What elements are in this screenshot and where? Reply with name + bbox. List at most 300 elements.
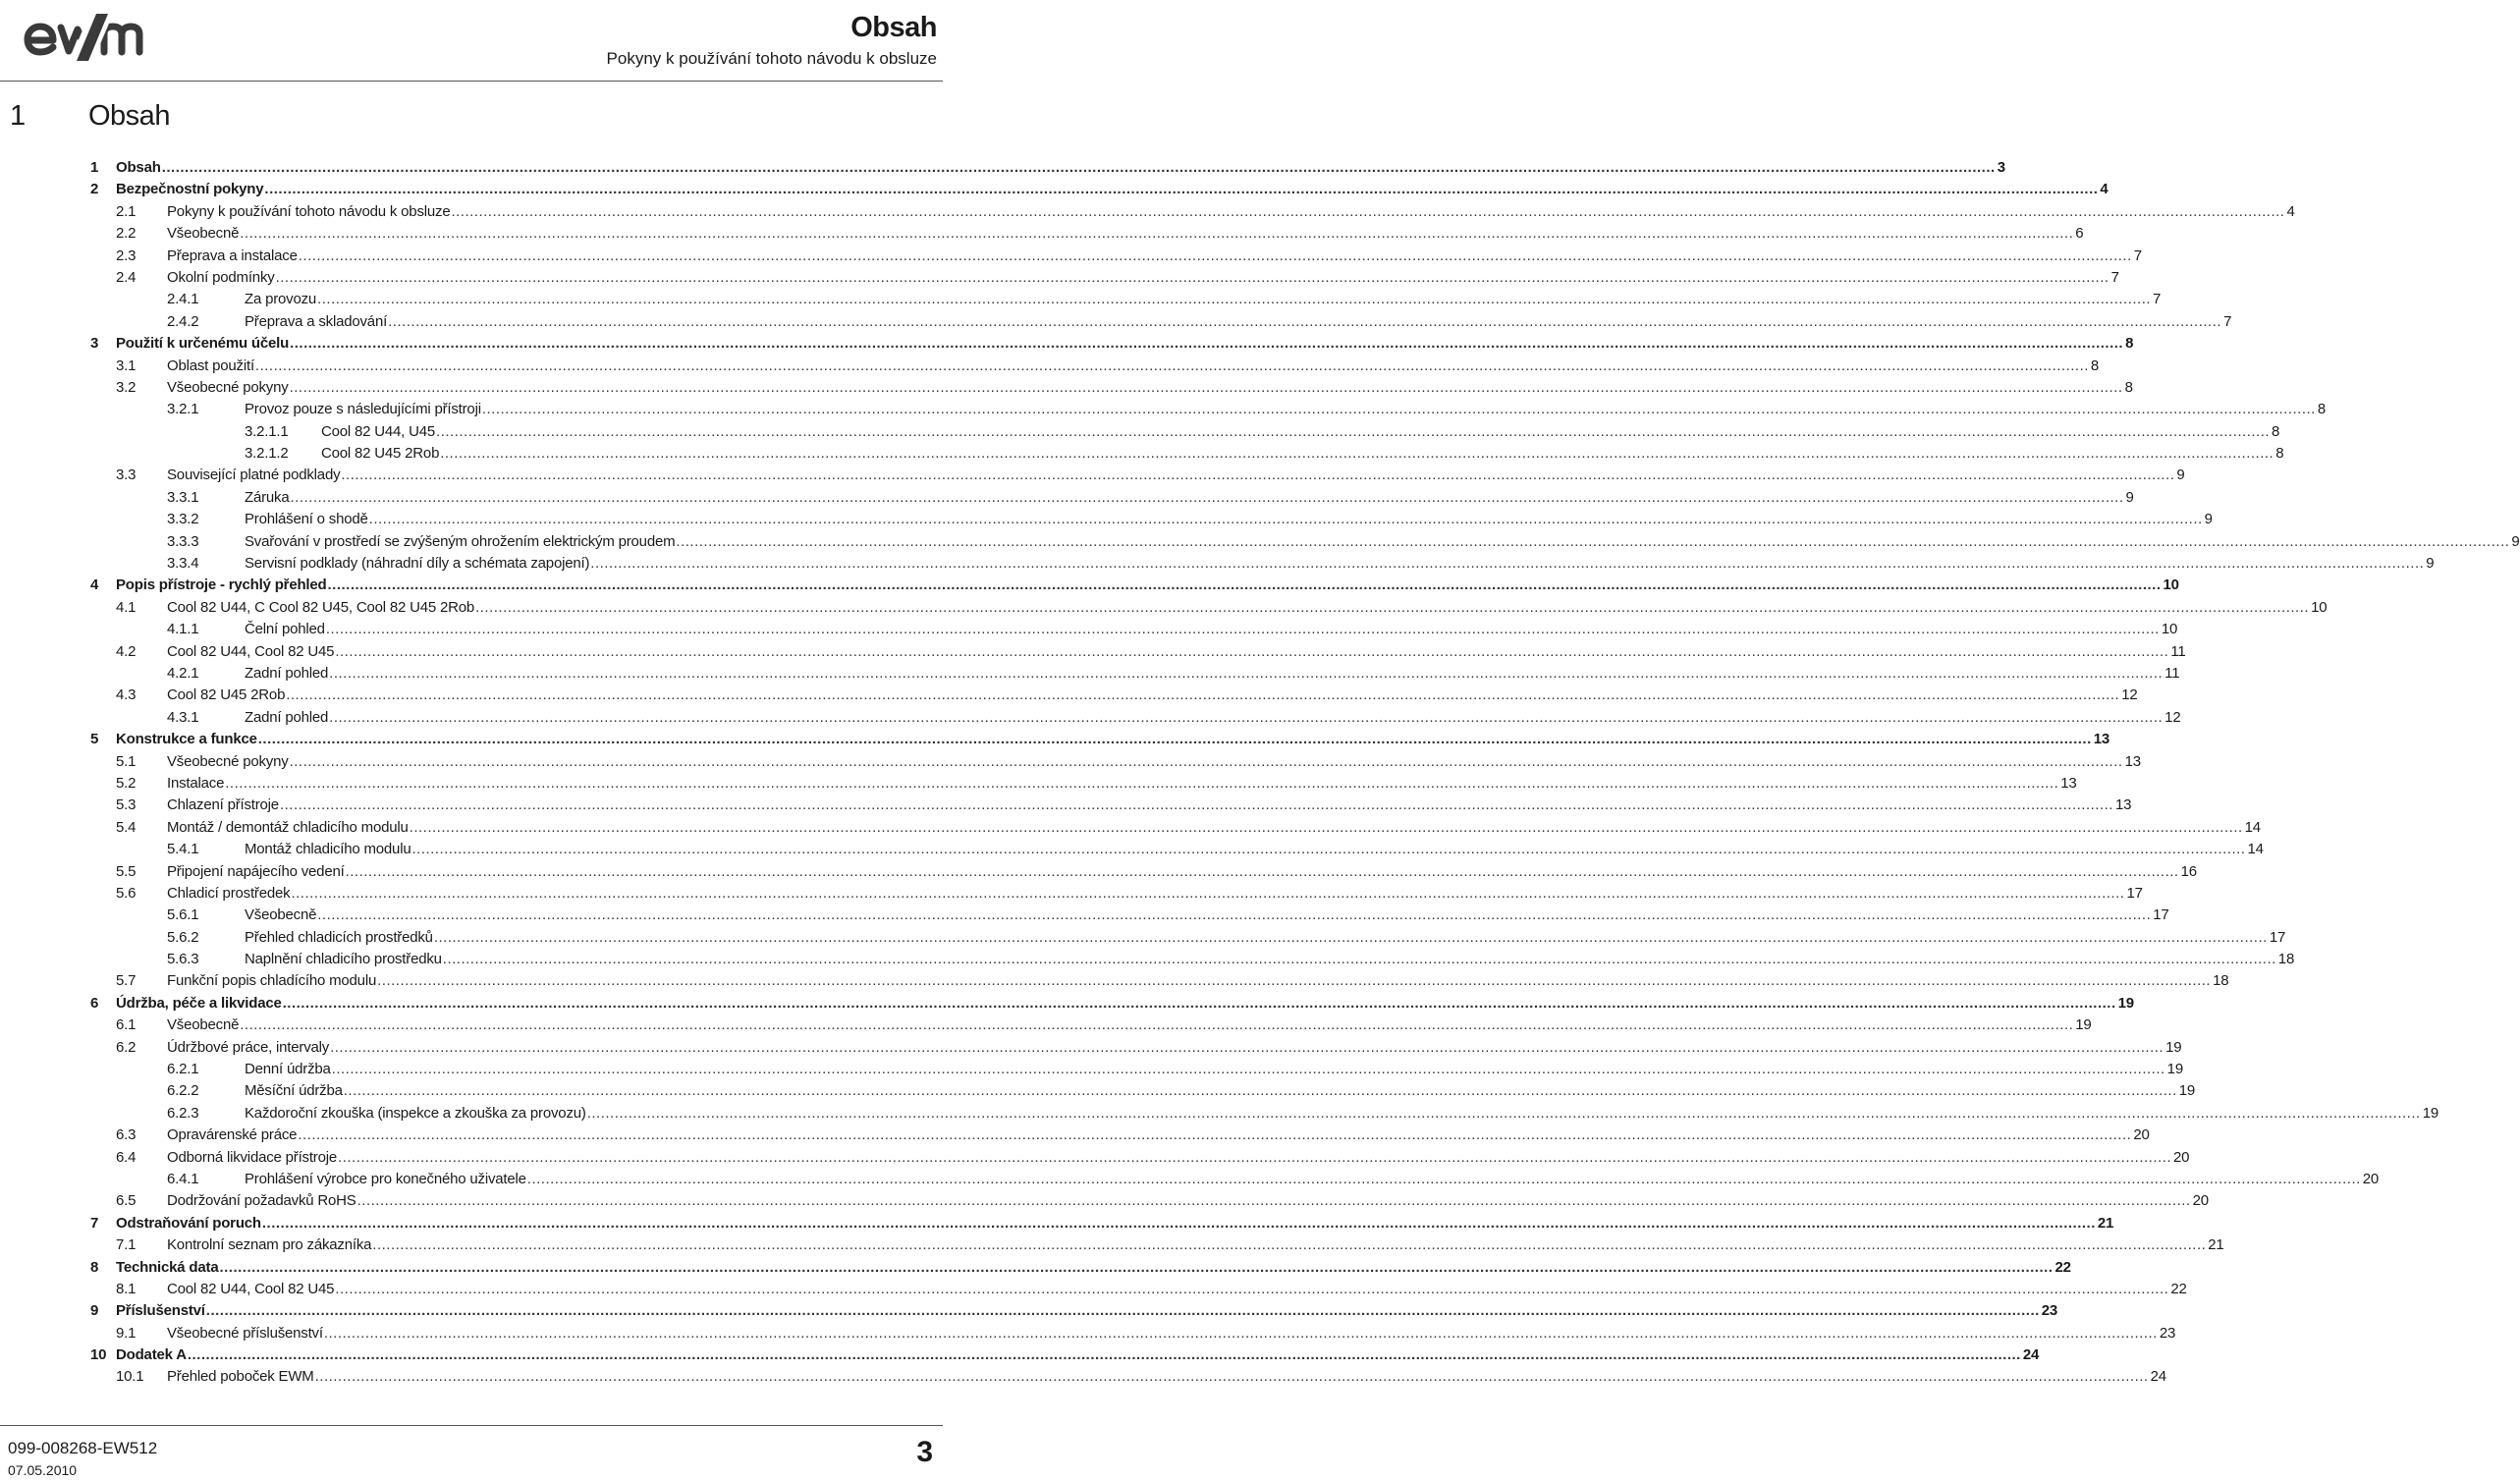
toc-entry-row: [245, 487, 2134, 509]
toc-entry[interactable]: [0, 487, 2134, 509]
toc-entry-page: 16: [2180, 862, 2197, 880]
toc-dot-leader: ................................................................................................................................................................................................................................................................................................................................................................................................................: [275, 268, 2109, 286]
toc-dot-leader: ................................................................................................................................................................................................................................................................................................................................................................................................................: [411, 841, 2246, 858]
toc-entry[interactable]: [0, 553, 2435, 575]
toc-entry-page: 21: [2097, 1214, 2114, 1232]
toc-entry-number: 6.2.2: [167, 1082, 199, 1100]
toc-entry-row: [245, 619, 2178, 640]
toc-entry-row: [245, 905, 2169, 926]
document-date: 07.05.2010: [8, 1462, 78, 1478]
toc-entry-title: Funkční popis chladícího modulu: [167, 972, 377, 990]
toc-entry-title: Všeobecně: [167, 1016, 240, 1034]
toc-entry-title: Provoz pouze s následujícími přístroji: [245, 401, 481, 418]
toc-entry[interactable]: [0, 1366, 2166, 1388]
toc-entry-row: [167, 1015, 2092, 1036]
toc-entry[interactable]: [0, 421, 2280, 443]
toc-entry-page: 8: [2272, 422, 2280, 440]
toc-entry-number: 5.6.2: [167, 928, 199, 946]
toc-entry-page: 20: [2192, 1192, 2209, 1210]
toc-entry-row: [245, 1169, 2380, 1190]
toc-entry-number: 4.1.1: [167, 621, 199, 638]
toc-entry-title: Servisní podklady (náhradní díly a schémata zapojení): [245, 555, 590, 573]
toc-entry-page: 19: [2166, 1061, 2183, 1078]
toc-entry-row: [167, 1147, 2190, 1169]
toc-entry-page: 24: [2150, 1368, 2166, 1386]
toc-entry-title: Prohlášení výrobce pro konečného uživatele: [245, 1170, 526, 1187]
toc-entry-number: 2: [90, 181, 99, 198]
toc-dot-leader: ................................................................................................................................................................................................................................................................................................................................................................................................................: [436, 422, 2271, 440]
toc-dot-leader: ................................................................................................................................................................................................................................................................................................................................................................................................................: [327, 576, 2162, 594]
toc-entry-number: 9: [90, 1302, 99, 1320]
toc-entry-page: 13: [2060, 774, 2077, 792]
toc-entry-row: [116, 1300, 2058, 1322]
toc-entry-number: 4.3.1: [167, 708, 199, 726]
toc-entry-row: [245, 1080, 2196, 1102]
toc-entry-page: 22: [2170, 1280, 2187, 1297]
toc-entry-page: 19: [2117, 994, 2134, 1012]
toc-entry-page: 14: [2244, 818, 2261, 836]
toc-entry-number: 5.6.1: [167, 906, 199, 924]
toc-entry-number: 3: [90, 335, 99, 353]
toc-entry-number: 4.3: [116, 686, 137, 704]
toc-dot-leader: ................................................................................................................................................................................................................................................................................................................................................................................................................: [264, 181, 2099, 198]
toc-entry[interactable]: [0, 509, 2213, 530]
toc-dot-leader: ................................................................................................................................................................................................................................................................................................................................................................................................................: [343, 1082, 2177, 1100]
toc-entry-row: [167, 267, 2119, 289]
toc-entry[interactable]: [0, 949, 2295, 970]
chapter-title: Obsah: [88, 100, 170, 132]
toc-entry-page: 7: [2153, 291, 2162, 308]
toc-entry[interactable]: [0, 179, 2109, 200]
toc-entry-number: 5.6: [116, 884, 137, 902]
toc-entry-title: Cool 82 U44, Cool 82 U45: [167, 1280, 335, 1297]
toc-entry[interactable]: [0, 1124, 2150, 1146]
toc-entry[interactable]: [0, 1257, 2071, 1279]
toc-entry-number: 8.1: [116, 1280, 137, 1297]
toc-dot-leader: ................................................................................................................................................................................................................................................................................................................................................................................................................: [433, 928, 2268, 946]
toc-entry[interactable]: [0, 729, 2110, 750]
toc-entry-number: 2.4: [116, 268, 137, 286]
toc-entry-page: 8: [2124, 378, 2133, 396]
toc-dot-leader: ................................................................................................................................................................................................................................................................................................................................................................................................................: [257, 731, 2092, 748]
toc-entry-title: Měsíční údržba: [245, 1082, 343, 1100]
toc-dot-leader: ................................................................................................................................................................................................................................................................................................................................................................................................................: [442, 951, 2276, 968]
toc-entry-title: Čelní pohled: [245, 621, 325, 638]
toc-entry-number: 5.4: [116, 818, 137, 836]
toc-dot-leader: ................................................................................................................................................................................................................................................................................................................................................................................................................: [317, 291, 2152, 308]
toc-dot-leader: ................................................................................................................................................................................................................................................................................................................................................................................................................: [291, 884, 2125, 902]
toc-dot-leader: ................................................................................................................................................................................................................................................................................................................................................................................................................: [261, 1214, 2096, 1232]
toc-entry-page: 9: [2204, 511, 2213, 528]
toc-entry[interactable]: [0, 1015, 2092, 1036]
toc-entry-title: Naplnění chladicího prostředku: [245, 951, 442, 968]
toc-entry-number: 10: [90, 1346, 107, 1364]
toc-entry-title: Cool 82 U45 2Rob: [321, 445, 440, 463]
toc-entry-number: 3.1: [116, 357, 137, 374]
toc-entry-title: Údržbové práce, intervaly: [167, 1038, 330, 1056]
toc-entry-page: 6: [2075, 225, 2084, 243]
toc-entry-title: Přeprava a skladování: [245, 312, 388, 330]
toc-entry-title: Chladicí prostředek: [167, 884, 291, 902]
toc-entry-row: [167, 201, 2295, 223]
toc-dot-leader: ................................................................................................................................................................................................................................................................................................................................................................................................................: [331, 1061, 2165, 1078]
toc-entry-row: [245, 949, 2295, 970]
toc-dot-leader: ................................................................................................................................................................................................................................................................................................................................................................................................................: [219, 1258, 2054, 1276]
toc-entry[interactable]: [0, 157, 2005, 179]
toc-entry[interactable]: [0, 356, 2100, 377]
toc-dot-leader: ................................................................................................................................................................................................................................................................................................................................................................................................................: [475, 598, 2310, 616]
toc-entry[interactable]: [0, 1300, 2058, 1322]
toc-entry-number: 7.1: [116, 1236, 137, 1254]
toc-entry-row: [167, 1124, 2150, 1146]
toc-entry-row: [321, 421, 2280, 443]
toc-entry-page: 9: [2176, 466, 2185, 484]
toc-dot-leader: ................................................................................................................................................................................................................................................................................................................................................................................................................: [330, 1038, 2164, 1056]
toc-entry-row: [167, 773, 2077, 795]
toc-dot-leader: ................................................................................................................................................................................................................................................................................................................................................................................................................: [356, 1192, 2191, 1210]
toc-entry-row: [245, 663, 2180, 685]
toc-entry-title: Všeobecně: [245, 906, 317, 924]
toc-dot-leader: ................................................................................................................................................................................................................................................................................................................................................................................................................: [388, 312, 2222, 330]
toc-entry[interactable]: [0, 443, 2284, 465]
toc-entry-row: [167, 1037, 2182, 1059]
toc-dot-leader: ................................................................................................................................................................................................................................................................................................................................................................................................................: [290, 488, 2124, 506]
toc-dot-leader: ................................................................................................................................................................................................................................................................................................................................................................................................................: [205, 1302, 2040, 1320]
toc-entry-number: 4.1: [116, 598, 137, 616]
toc-entry-row: [116, 1344, 2040, 1366]
toc-entry-row: [167, 1234, 2224, 1256]
toc-dot-leader: ................................................................................................................................................................................................................................................................................................................................................................................................................: [676, 532, 2510, 550]
toc-entry-row: [167, 597, 2328, 619]
header-title: Obsah: [850, 12, 937, 43]
toc-entry[interactable]: [0, 1059, 2183, 1080]
toc-entry[interactable]: [0, 1037, 2182, 1059]
toc-dot-leader: ................................................................................................................................................................................................................................................................................................................................................................................................................: [279, 796, 2113, 814]
toc-entry[interactable]: [0, 1323, 2176, 1344]
toc-entry[interactable]: [0, 311, 2232, 333]
toc-entry-title: Záruka: [245, 488, 290, 506]
toc-entry-row: [116, 1213, 2114, 1234]
toc-entry-page: 3: [1997, 159, 2005, 176]
toc-entry-number: 6.2.3: [167, 1104, 199, 1122]
toc-entry[interactable]: [0, 773, 2077, 795]
toc-entry-page: 20: [2173, 1148, 2190, 1166]
toc-dot-leader: ................................................................................................................................................................................................................................................................................................................................................................................................................: [338, 1148, 2172, 1166]
toc-entry-title: Použití k určenému účelu: [116, 335, 290, 353]
toc-entry-title: Přeprava a instalace: [167, 247, 298, 264]
toc-entry-title: Dodržování požadavků RoHS: [167, 1192, 356, 1210]
toc-entry-page: 11: [2170, 642, 2186, 660]
toc-entry-page: 8: [2125, 335, 2134, 353]
toc-entry-title: Okolní podmínky: [167, 268, 275, 286]
toc-entry-number: 5.4.1: [167, 841, 199, 858]
toc-dot-leader: ................................................................................................................................................................................................................................................................................................................................................................................................................: [590, 555, 2425, 573]
toc-entry-page: 14: [2247, 841, 2264, 858]
toc-entry-row: [167, 1279, 2187, 1300]
toc-dot-leader: ................................................................................................................................................................................................................................................................................................................................................................................................................: [329, 708, 2164, 726]
toc-entry-row: [167, 246, 2142, 267]
chapter-number: 1: [10, 100, 26, 132]
toc-dot-leader: ................................................................................................................................................................................................................................................................................................................................................................................................................: [298, 247, 2132, 264]
toc-dot-leader: ................................................................................................................................................................................................................................................................................................................................................................................................................: [451, 202, 2285, 220]
toc-dot-leader: ................................................................................................................................................................................................................................................................................................................................................................................................................: [187, 1346, 2021, 1364]
toc-entry-page: 7: [2223, 312, 2232, 330]
toc-entry[interactable]: [0, 993, 2134, 1015]
toc-entry-title: Všeobecně: [167, 225, 240, 243]
toc-entry-page: 4: [2100, 181, 2109, 198]
toc-entry-row: [116, 729, 2110, 750]
toc-entry-number: 3.2: [116, 378, 137, 396]
toc-entry[interactable]: [0, 1169, 2380, 1190]
toc-entry-title: Cool 82 U45 2Rob: [167, 686, 286, 704]
toc-entry-title: Všeobecné pokyny: [167, 752, 289, 770]
toc-entry-title: Všeobecné pokyny: [167, 378, 289, 396]
toc-entry-number: 7: [90, 1214, 99, 1232]
toc-entry-number: 2.1: [116, 202, 137, 220]
toc-entry-title: Opravárenské práce: [167, 1126, 298, 1144]
toc-entry-number: 2.2: [116, 225, 137, 243]
toc-entry-page: 17: [2153, 906, 2169, 924]
toc-entry[interactable]: [0, 246, 2142, 267]
toc-entry-title: Technická data: [116, 1258, 219, 1276]
toc-entry-row: [245, 707, 2181, 729]
toc-entry-row: [167, 883, 2143, 905]
toc-entry-page: 10: [2311, 598, 2328, 616]
toc-entry-row: [167, 465, 2185, 486]
toc-entry-number: 9.1: [116, 1324, 137, 1342]
toc-entry[interactable]: [0, 883, 2143, 905]
toc-entry-number: 1: [90, 159, 99, 176]
toc-dot-leader: ................................................................................................................................................................................................................................................................................................................................................................................................................: [325, 621, 2160, 638]
toc-entry-page: 7: [2133, 247, 2142, 264]
document-code: 099-008268-EW512: [8, 1439, 158, 1457]
toc-entry-row: [167, 685, 2138, 706]
toc-entry-page: 9: [2511, 532, 2520, 550]
toc-dot-leader: ................................................................................................................................................................................................................................................................................................................................................................................................................: [372, 1236, 2207, 1254]
toc-entry-title: Dodatek A: [116, 1346, 187, 1364]
toc-entry[interactable]: [0, 399, 2326, 420]
toc-entry-title: Cool 82 U44, Cool 82 U45: [167, 642, 335, 660]
toc-entry-number: 4: [90, 576, 99, 594]
toc-entry[interactable]: [0, 663, 2180, 685]
toc-entry-number: 3.3: [116, 466, 137, 484]
toc-dot-leader: ................................................................................................................................................................................................................................................................................................................................................................................................................: [282, 994, 2116, 1012]
toc-entry-row: [167, 1366, 2166, 1388]
toc-entry-number: 5.7: [116, 972, 137, 990]
toc-dot-leader: ................................................................................................................................................................................................................................................................................................................................................................................................................: [298, 1126, 2132, 1144]
header-divider: [0, 81, 943, 82]
toc-entry-title: Související platné podklady: [167, 466, 341, 484]
toc-entry-number: 4.2: [116, 642, 137, 660]
toc-entry-page: 11: [2164, 664, 2180, 682]
toc-entry-number: 6.3: [116, 1126, 137, 1144]
toc-entry[interactable]: [0, 619, 2178, 640]
toc-entry-row: [116, 575, 2179, 596]
toc-entry-number: 6.4.1: [167, 1170, 199, 1187]
toc-entry-title: Oblast použití: [167, 357, 254, 374]
toc-entry-number: 6.5: [116, 1192, 137, 1210]
toc-entry-number: 6.1: [116, 1016, 137, 1034]
toc-dot-leader: ................................................................................................................................................................................................................................................................................................................................................................................................................: [314, 1368, 2149, 1386]
toc-entry[interactable]: [0, 1190, 2209, 1212]
toc-entry-number: 2.3: [116, 247, 137, 264]
toc-entry-title: Montáž chladicího modulu: [245, 841, 411, 858]
toc-entry[interactable]: [0, 289, 2162, 310]
toc-entry-title: Přehled poboček EWM: [167, 1368, 314, 1386]
toc-entry-title: Kontrolní seznam pro zákazníka: [167, 1236, 372, 1254]
toc-entry-number: 3.3.1: [167, 488, 199, 506]
toc-dot-leader: ................................................................................................................................................................................................................................................................................................................................................................................................................: [335, 1280, 2169, 1297]
toc-entry[interactable]: [0, 1080, 2196, 1102]
toc-entry-number: 3.2.1: [167, 401, 199, 418]
toc-dot-leader: ................................................................................................................................................................................................................................................................................................................................................................................................................: [254, 357, 2089, 374]
toc-dot-leader: ................................................................................................................................................................................................................................................................................................................................................................................................................: [409, 818, 2243, 836]
toc-entry-row: [167, 970, 2229, 992]
toc-entry-title: Obsah: [116, 159, 161, 176]
toc-entry-title: Přehled chladicích prostředků: [245, 928, 433, 946]
toc-entry-page: 23: [2041, 1302, 2058, 1320]
toc-entry[interactable]: [0, 377, 2133, 399]
toc-entry-page: 8: [2317, 401, 2326, 418]
toc-entry-page: 19: [2075, 1016, 2092, 1034]
toc-entry-row: [167, 1323, 2176, 1344]
toc-entry-page: 19: [2178, 1082, 2196, 1100]
toc-entry-row: [167, 641, 2186, 663]
toc-entry-page: 17: [2269, 928, 2286, 946]
toc-entry-title: Všeobecné příslušenství: [167, 1324, 323, 1342]
toc-entry-row: [167, 377, 2133, 399]
toc-entry-number: 3.3.3: [167, 532, 199, 550]
toc-entry-page: 10: [2161, 621, 2178, 638]
toc-entry[interactable]: [0, 201, 2295, 223]
toc-dot-leader: ................................................................................................................................................................................................................................................................................................................................................................................................................: [335, 642, 2169, 660]
toc-entry-page: 19: [2422, 1104, 2438, 1122]
toc-entry[interactable]: [0, 861, 2197, 883]
toc-entry-row: [321, 443, 2284, 465]
toc-entry[interactable]: [0, 905, 2169, 926]
toc-entry-number: 2.4.1: [167, 291, 199, 308]
toc-entry-number: 5.2: [116, 774, 137, 792]
toc-entry-page: 9: [2125, 488, 2134, 506]
toc-entry[interactable]: [0, 465, 2185, 486]
toc-entry[interactable]: [0, 1103, 2438, 1124]
toc-entry-row: [245, 399, 2326, 420]
toc-dot-leader: ................................................................................................................................................................................................................................................................................................................................................................................................................: [240, 1016, 2074, 1034]
toc-entry-row: [116, 179, 2109, 200]
toc-dot-leader: ................................................................................................................................................................................................................................................................................................................................................................................................................: [481, 401, 2316, 418]
toc-entry[interactable]: [0, 685, 2138, 706]
toc-entry-number: 3.2.1.1: [245, 422, 289, 440]
toc-entry-number: 5: [90, 731, 99, 748]
toc-entry[interactable]: [0, 795, 2132, 816]
toc-entry-row: [167, 223, 2084, 245]
toc-entry-page: 8: [2275, 445, 2284, 463]
toc-entry-row: [116, 993, 2134, 1015]
toc-entry[interactable]: [0, 641, 2186, 663]
toc-entry-title: Připojení napájecího vedení: [167, 862, 345, 880]
toc-entry-title: Za provozu: [245, 291, 317, 308]
toc-entry[interactable]: [0, 333, 2134, 355]
toc-entry-row: [245, 927, 2286, 949]
toc-entry[interactable]: [0, 597, 2328, 619]
toc-entry-title: Pokyny k používání tohoto návodu k obsluze: [167, 202, 451, 220]
toc-dot-leader: ................................................................................................................................................................................................................................................................................................................................................................................................................: [289, 752, 2123, 770]
toc-entry[interactable]: [0, 751, 2141, 773]
toc-dot-leader: ................................................................................................................................................................................................................................................................................................................................................................................................................: [345, 862, 2179, 880]
toc-entry-page: 13: [2124, 752, 2141, 770]
toc-entry[interactable]: [0, 970, 2229, 992]
toc-entry-row: [245, 509, 2213, 530]
ewm-logo-icon: [22, 8, 161, 67]
toc-entry-title: Montáž / demontáž chladicího modulu: [167, 818, 409, 836]
toc-entry[interactable]: [0, 817, 2261, 839]
toc-entry-page: 18: [2213, 972, 2229, 990]
toc-entry-title: Svařování v prostředí se zvýšeným ohrožením elektrickým proudem: [245, 532, 676, 550]
toc-entry-title: Odborná likvidace přístroje: [167, 1148, 338, 1166]
toc-entry-title: Prohlášení o shodě: [245, 511, 368, 528]
toc-entry-row: [116, 1257, 2071, 1279]
toc-entry-row: [167, 751, 2141, 773]
toc-dot-leader: ................................................................................................................................................................................................................................................................................................................................................................................................................: [329, 664, 2164, 682]
toc-dot-leader: ................................................................................................................................................................................................................................................................................................................................................................................................................: [377, 972, 2212, 990]
toc-entry-page: 19: [2165, 1038, 2182, 1056]
toc-entry-title: Bezpečnostní pokyny: [116, 181, 264, 198]
toc-entry-row: [245, 1103, 2438, 1124]
toc-entry[interactable]: [0, 839, 2264, 860]
toc-entry[interactable]: [0, 707, 2181, 729]
toc-entry-page: 20: [2133, 1126, 2150, 1144]
toc-entry[interactable]: [0, 1213, 2114, 1234]
toc-entry-page: 13: [2093, 731, 2110, 748]
toc-entry-page: 12: [2121, 686, 2138, 704]
toc-entry[interactable]: [0, 531, 2520, 553]
toc-entry-number: 5.3: [116, 796, 137, 814]
toc-entry-title: Údržba, péče a likvidace: [116, 994, 282, 1012]
toc-entry-title: Popis přístroje - rychlý přehled: [116, 576, 327, 594]
toc-entry-number: 5.5: [116, 862, 137, 880]
toc-entry-title: Každoroční zkouška (inspekce a zkouška za provozu): [245, 1104, 586, 1122]
chapter-heading: [10, 100, 170, 133]
toc-dot-leader: ................................................................................................................................................................................................................................................................................................................................................................................................................: [440, 445, 2274, 463]
toc-entry-title: Cool 82 U44, U45: [321, 422, 436, 440]
table-of-contents: [0, 157, 2520, 1389]
toc-entry-row: [245, 553, 2435, 575]
toc-entry-number: 3.2.1.2: [245, 445, 289, 463]
toc-entry-row: [116, 333, 2134, 355]
toc-entry-number: 3.3.2: [167, 511, 199, 528]
toc-entry-title: Chlazení přístroje: [167, 796, 279, 814]
toc-entry[interactable]: [0, 575, 2179, 596]
toc-entry-number: 3.3.4: [167, 555, 199, 573]
toc-entry-row: [167, 356, 2100, 377]
toc-entry[interactable]: [0, 1279, 2187, 1300]
toc-entry[interactable]: [0, 267, 2119, 289]
footer-divider: [0, 1425, 943, 1426]
toc-entry[interactable]: [0, 223, 2084, 245]
toc-entry-number: 10.1: [116, 1368, 144, 1386]
toc-entry[interactable]: [0, 1344, 2040, 1366]
toc-entry-title: Příslušenství: [116, 1302, 205, 1320]
toc-entry[interactable]: [0, 927, 2286, 949]
toc-entry-title: Konstrukce a funkce: [116, 731, 257, 748]
toc-entry-title: Zadní pohled: [245, 664, 329, 682]
toc-entry[interactable]: [0, 1147, 2190, 1169]
toc-entry-page: 4: [2286, 202, 2295, 220]
toc-entry[interactable]: [0, 1234, 2224, 1256]
toc-entry-page: 24: [2022, 1346, 2040, 1364]
toc-entry-page: 18: [2277, 951, 2295, 968]
toc-entry-row: [167, 1190, 2209, 1212]
